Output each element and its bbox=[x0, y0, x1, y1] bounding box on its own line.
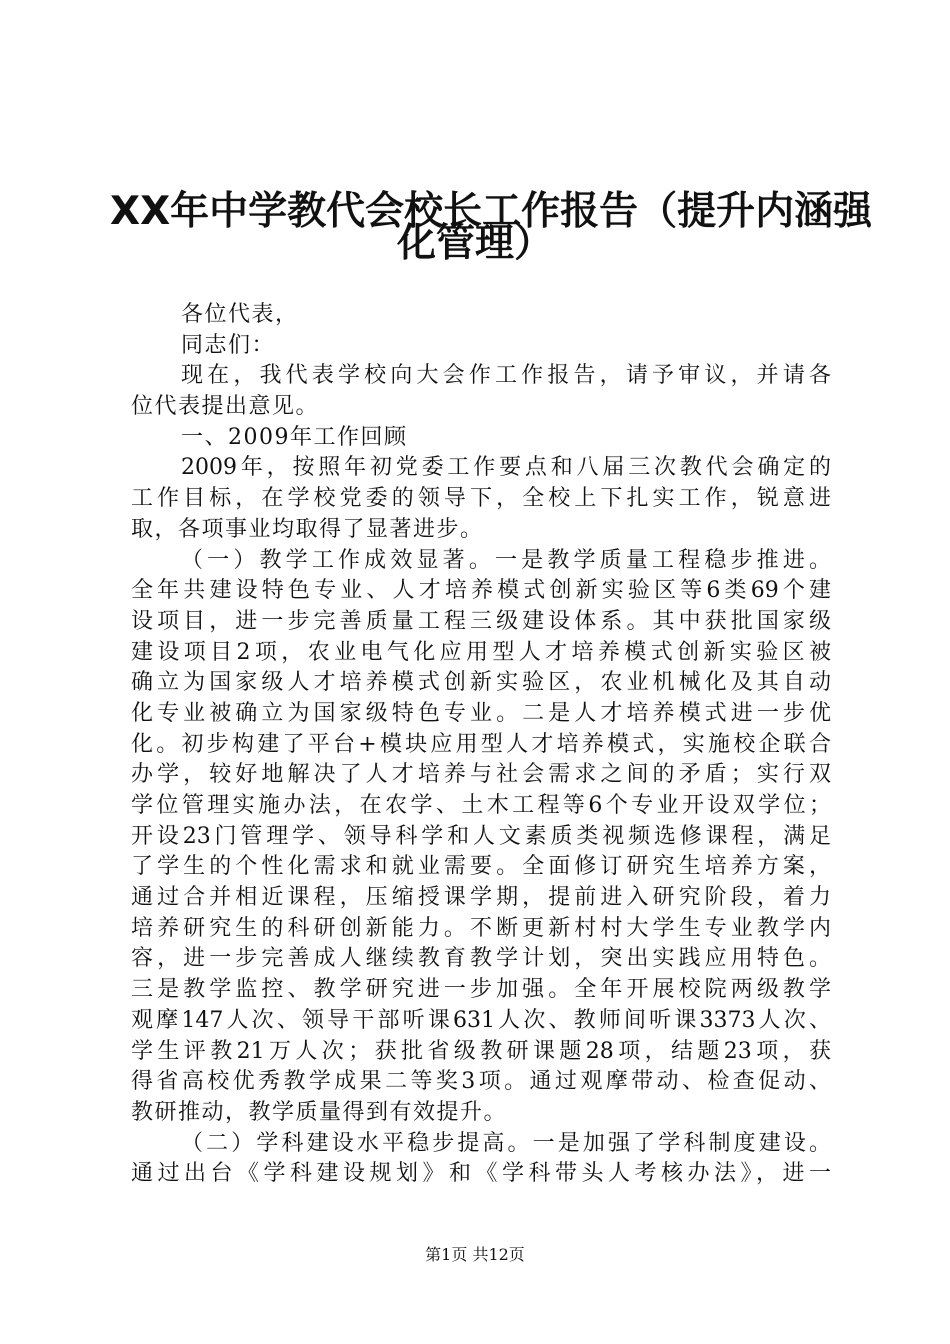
body-line: （二）学科建设水平稳步提高。一是加强了学科制度建设。 bbox=[181, 1130, 831, 1156]
body-line: 一、2009年工作回顾 bbox=[181, 424, 408, 450]
body-line: 办学，较好地解决了人才培养与社会需求之间的矛盾；实行双 bbox=[131, 762, 831, 788]
body-line: 化专业被确立为国家级特色专业。二是人才培养模式进一步优 bbox=[131, 700, 831, 726]
body-line: 2009年，按照年初党委工作要点和八届三次教代会确定的 bbox=[181, 455, 831, 481]
body-line: （一）教学工作成效显著。一是教学质量工程稳步推进。 bbox=[181, 547, 831, 573]
body-line: 得省高校优秀教学成果二等奖3项。通过观摩带动、检查促动、 bbox=[131, 1069, 831, 1095]
body-line: 建设项目2项，农业电气化应用型人才培养模式创新实验区被 bbox=[131, 639, 831, 665]
body-line: 确立为国家级人才培养模式创新实验区，农业机械化及其自动 bbox=[131, 670, 831, 696]
body-line: 学生评教21万人次；获批省级教研课题28项，结题23项，获 bbox=[131, 1038, 831, 1064]
body-line: 开设23门管理学、领导科学和人文素质类视频选修课程，满足 bbox=[131, 823, 831, 849]
body-line: 通过出台《学科建设规划》和《学科带头人考核办法》，进一 bbox=[131, 1161, 831, 1187]
body-line: 了学生的个性化需求和就业需要。全面修订研究生培养方案， bbox=[131, 854, 831, 880]
body-line: 容，进一步完善成人继续教育教学计划，突出实践应用特色。 bbox=[131, 946, 831, 972]
body-line: 学位管理实施办法，在农学、土木工程等6个专业开设双学位； bbox=[131, 793, 831, 818]
document-title-line1: XX年中学教代会校长工作报告（提升内涵强 bbox=[110, 189, 873, 234]
page-footer: 第1页 共12页 bbox=[425, 1245, 525, 1264]
body-line: 全年共建设特色专业、人才培养模式创新实验区等6类69个建 bbox=[131, 578, 831, 604]
document-title-line2: 化管理） bbox=[396, 221, 553, 266]
body-line: 通过合并相近课程，压缩授课学期，提前进入研究阶段，着力 bbox=[131, 885, 831, 911]
body-line: 设项目，进一步完善质量工程三级建设体系。其中获批国家级 bbox=[131, 608, 831, 634]
body-line: 工作目标，在学校党委的领导下，全校上下扎实工作，锐意进 bbox=[131, 486, 831, 512]
body-line: 同志们： bbox=[181, 332, 276, 358]
body-line: 化。初步构建了平台+模块应用型人才培养模式，实施校企联合 bbox=[131, 731, 831, 757]
body-line: 现在，我代表学校向大会作工作报告，请予审议，并请各 bbox=[181, 363, 831, 389]
body-line: 培养研究生的科研创新能力。不断更新村村大学生专业教学内 bbox=[131, 915, 831, 941]
body-line: 取，各项事业均取得了显著进步。 bbox=[131, 516, 484, 542]
body-line: 三是教学监控、教学研究进一步加强。全年开展校院两级教学 bbox=[131, 977, 831, 1003]
body-line: 教研推动，教学质量得到有效提升。 bbox=[131, 1099, 508, 1125]
document-body bbox=[131, 300, 831, 1190]
body-line: 位代表提出意见。 bbox=[131, 394, 320, 420]
body-line: 观摩147人次、领导干部听课631人次、教师间听课3373人次、 bbox=[131, 1007, 831, 1033]
body-line: 各位代表， bbox=[181, 302, 299, 327]
